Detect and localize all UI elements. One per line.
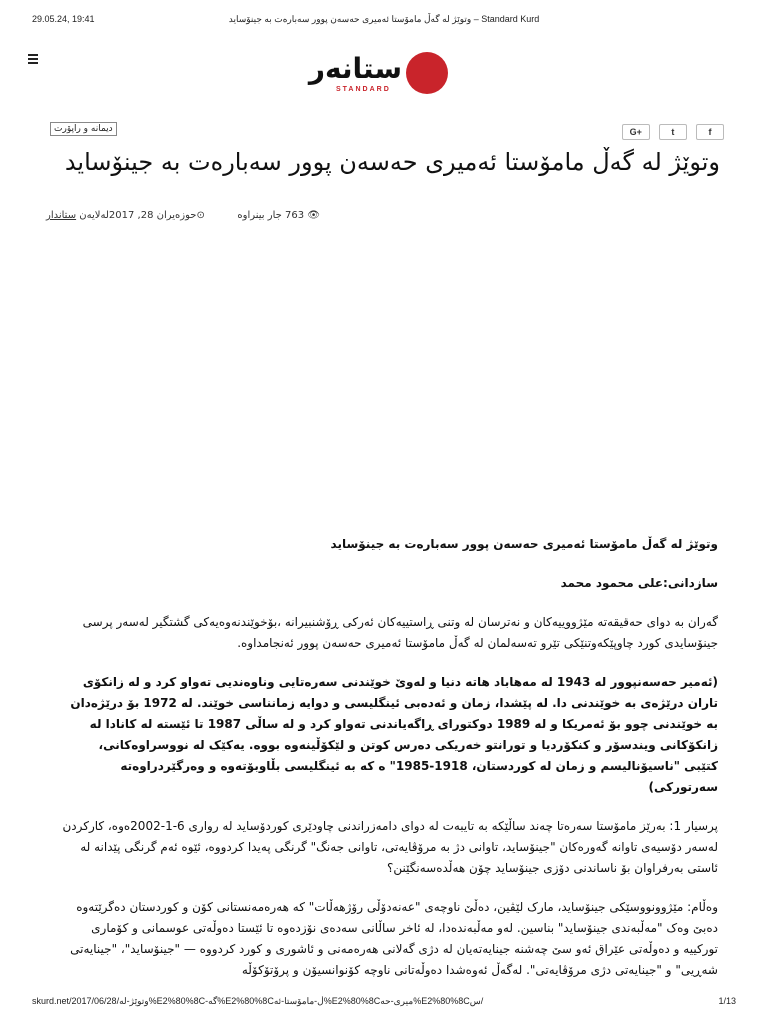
logo-latin: STANDARD [336, 86, 391, 93]
intro-paragraph: گەران بە دوای حەقیقەتە مێژووییەکان و نەترسان لە وتنی ڕاستییەکان ئەرکی ڕۆشنبیرانە ،بۆخوێندنەوەیەکی گشتگیر لەسەر پرسی جینۆسایدی کورد چاوپێکەوتنێکی تێرو تەسەلمان لە گەڵ مامۆستا ئەمیری حەسەن پوور ئەنجامداوە. [82, 615, 718, 650]
date-author [46, 210, 205, 221]
view-count-text: 763 جار بینراوە [237, 210, 305, 221]
print-url: skurd.net/2017/06/28/وتوێژ-لە%E2%80%8C-گە%E2%80%8Cڵ-مامۆستا-ئە%E2%80%8Cمیری-حە%E2%80%8Cس/ [32, 996, 484, 1006]
view-count [237, 210, 320, 221]
by-prefix: لەلایەن [79, 210, 109, 221]
print-title: وتوێژ لە گەڵ مامۆستا ئەمیری حەسەن پوور سەبارەت بە جینۆساید – Standard Kurd [228, 14, 540, 24]
logo-word: ستانەر [308, 52, 402, 85]
article-meta [46, 210, 720, 224]
clock-icon: ⊙ [196, 210, 205, 221]
article-title: وتوێژ لە گەڵ مامۆستا ئەمیری حەسەن پوور سەبارەت بە جینۆساید [64, 148, 720, 176]
print-footer [32, 996, 736, 1010]
eye-icon: 👁 [307, 210, 320, 221]
publish-date: حوزەیران 28, 2017 [108, 210, 197, 221]
page-number: 1/13 [718, 996, 736, 1006]
logo-mark-icon [406, 52, 448, 94]
question-paragraph: پرسیار 1: بەرێز مامۆستا سەرەتا چەند ساڵێکە بە تایبەت لە دوای دامەزراندنی چاودێری کوردۆساید لە رواری 6-1-2002ەوە، کارکردن لەسەر دۆسیەی تاوانە گەورەکان "جینۆساید، تاوانی دژ بە مرۆڤایەتی، تاوانی جەنگ" گرنگی پەیدا کردووە، ئێوە ئەم گرنگی پێدانە لە ئاستی بەرفراوان بۆ ناساندنی دۆزی جینۆساید چۆن هەڵدەسەنگێنن؟ [62, 819, 718, 875]
twitter-share-button[interactable]: t [659, 124, 687, 140]
answer-paragraph: وەڵام: مێژوونووسێکی جینۆساید، مارک لێڤین، دەڵێ ناوچەی "عەنەدۆڵی رۆژهەڵات" کە هەرەمەنستانی کۆن و کوردستان دەگرێتەوە دەبێ وەک "مەڵبەندی جینۆساید" بناسین. لەو مەڵبەندەدا، لە ئاخر ساڵانی سەدەی نۆزدەوە تا ئێستا دەوڵەتی عوسمانی و کۆماری تورکییە و دەوڵەتی عێراق ئەو سێ چەشنە جینایەتەیان لە دژی گەلانی هەرەمەنی و ئاشوری و کورد کردووە — "جینۆساید"، "جینایەتی شەڕیی" و "جینایەتی دژی مرۆڤایەتی". لەگەڵ ئەوەشدا دەوڵەتانی ناوچە کۆنوانسیۆن و پرۆتۆکۆڵە [70, 900, 718, 977]
google-plus-share-button[interactable]: G+ [622, 124, 650, 140]
print-header [32, 14, 736, 28]
content-subtitle: وتوێژ لە گەڵ مامۆستا ئەمیری حەسەن پوور سەبارەت بە جینۆساید [330, 537, 718, 551]
article-content [62, 534, 718, 999]
site-logo[interactable] [308, 50, 450, 98]
interviewer-credit: سازدانی:علی محمود محمد [560, 576, 718, 590]
social-share [618, 120, 724, 140]
hamburger-menu-icon[interactable] [28, 54, 38, 66]
category-badge[interactable]: دیمانە و راپۆرت [50, 122, 117, 136]
author-link[interactable]: ستاندار [46, 210, 77, 221]
facebook-share-button[interactable]: f [696, 124, 724, 140]
bio-paragraph: (ئەمیر حەسەنپوور لە 1943 لە مەهاباد هاتە دنیا و لەوێ خوێندنی سەرەتایی وناوەندیی تەواو کرد و لە زانکۆی تاران درێژەی بە خوێندنی دا. لە پێشدا، زمان و ئەدەبی ئینگلیسی و دوایە زمانناسی خوێند. لە 1972 بۆ درێژەدان بە خوێندنی چوو بۆ ئەمریکا و لە 1989 دوکتورای ڕاگەیاندنی تەواو کرد و لە ساڵی 1987 تا ئێستە لە کانادا لە زانکۆکانی ویندسۆر و کنکۆردیا و تورانتو خەریکی دەرس کوتن و لێکۆڵینەوە بووە. یەکێک لە نووسراوەکانی، کتێبی "ناسیۆنالیسم و زمان لە کوردستان، 1918-1985" ە کە بە ئینگلیسی بڵاوبۆتەوە و وەرگێردراوەتە سەرتورکی) [70, 675, 718, 794]
print-date: 29.05.24, 19:41 [32, 14, 95, 24]
